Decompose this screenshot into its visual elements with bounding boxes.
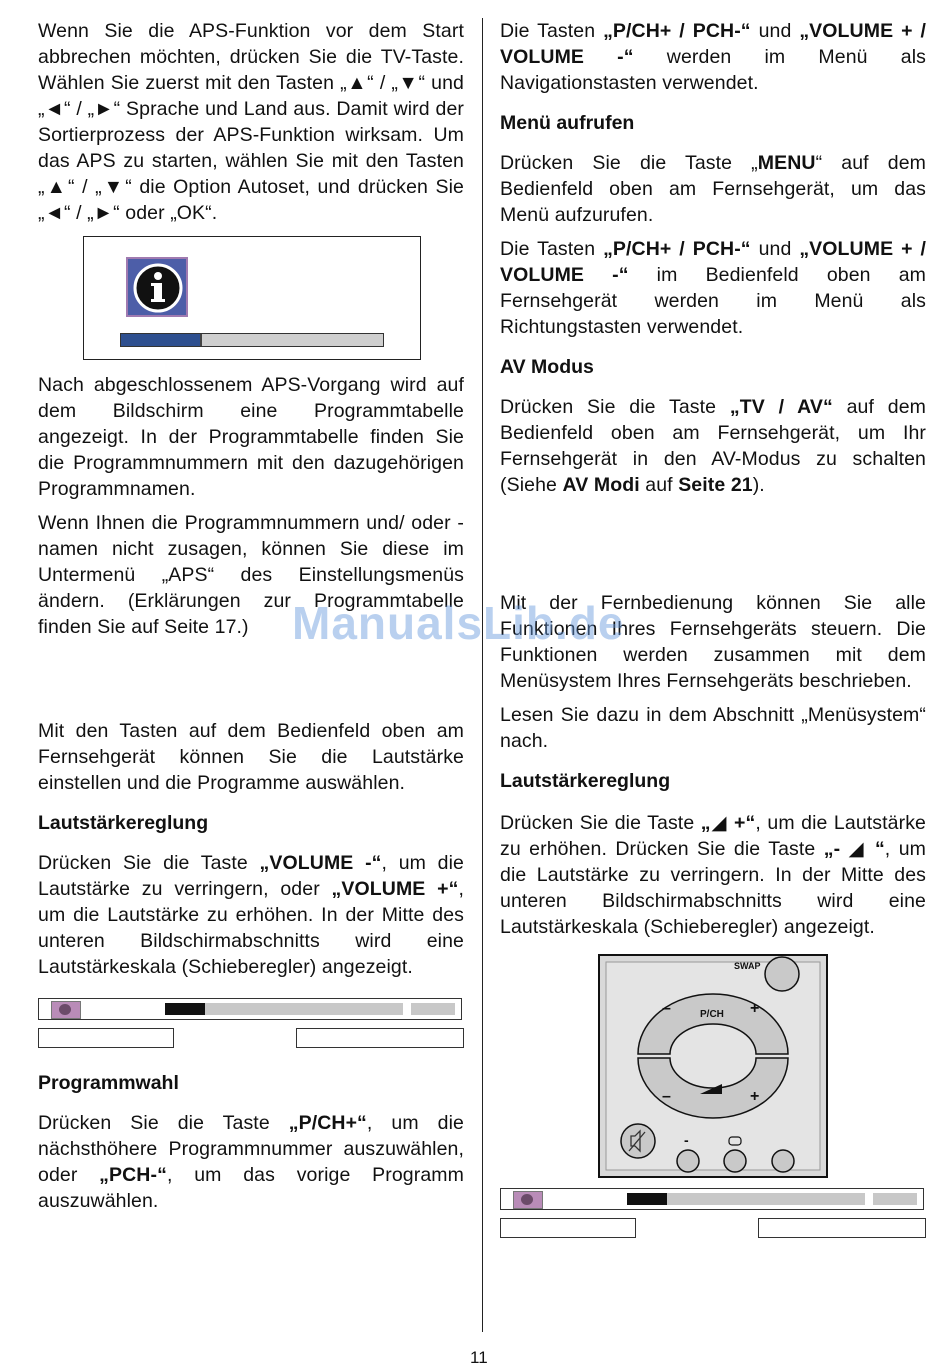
pch-minus-label: –: [662, 1000, 671, 1017]
right-column: [500, 18, 926, 1242]
volume-track-right: [627, 1193, 865, 1205]
av-heading: AV Modus: [500, 356, 594, 378]
menu-heading: Menü aufrufen: [500, 112, 635, 134]
swap-button: [765, 957, 799, 991]
volume-heading: Lautstärkereglung: [38, 812, 209, 834]
menu-system-paragraph: Lesen Sie dazu in dem Abschnitt „Menüsystem“ nach.: [500, 704, 926, 752]
volume-track-end-right: [873, 1193, 917, 1205]
bottom-button-1: [677, 1150, 699, 1172]
volume-fill: [165, 1003, 205, 1015]
vol-minus-label: –: [662, 1088, 671, 1105]
volume-label-box-right-right: [758, 1218, 926, 1238]
aps-progress-bar: [120, 333, 384, 347]
panel-intro-paragraph: Mit den Tasten auf dem Bedienfeld oben am Fernsehgerät können Sie die Lautstärke einstellen und die Programme auswählen.: [38, 720, 464, 794]
watermark: ManualsLib.de: [292, 597, 625, 649]
bottom-button-3: [772, 1150, 794, 1172]
info-icon: [126, 257, 188, 317]
direction-keys-paragraph: Die Tasten „P/CH+ / PCH-“ und „VOLUME + / VOLUME -“ im Bedienfeld oben am Fernsehgerät werden im Menü als Richtungstasten verwendet.: [500, 238, 927, 338]
pch-plus-label: +: [750, 1000, 760, 1017]
tv-control-panel: [598, 954, 828, 1178]
program-paragraph: Drücken Sie die Taste „P/CH+“, um die nächsthöhere Programmnummer auszuwählen, oder „PCH-“, um das vorige Programm auszuwählen.: [38, 1112, 464, 1212]
speaker-icon: [513, 1191, 543, 1209]
volume-bar-right: [500, 1188, 924, 1210]
volume-osd: [38, 998, 464, 1052]
remote-paragraph: Mit der Fernbedienung können Sie alle Funktionen Ihres Fernsehgeräts steuern. Die Funktionen werden zusammen mit dem Menüsystem Ihres Fernsehgeräts beschrieben.: [500, 592, 926, 692]
program-heading: Programmwahl: [38, 1072, 179, 1094]
volume-label-box-left: [38, 1028, 174, 1048]
left-column: [38, 18, 464, 1214]
volume-track-end: [411, 1003, 455, 1015]
change-names-paragraph: Wenn Ihnen die Programmnummern und/ oder -namen nicht zusagen, können Sie diese im Untermenü „APS“ des Einstellungsmenüs ändern. (Erklärungen zur Programmtabelle finden Sie auf Seite 17.): [38, 512, 464, 638]
volume-paragraph-right: Drücken Sie die Taste „◢ +“, um die Lautstärke zu erhöhen. Drücken Sie die Taste „- ◢ “, um die Lautstärke zu verringern. In der Mitte des unteren Bildschirmabschnitts wird eine Lautstärkeskala (Schieberegler) angezeigt.: [500, 812, 926, 938]
volume-bar: [38, 998, 462, 1020]
volume-label-box-right: [296, 1028, 464, 1048]
swap-label: SWAP: [734, 961, 761, 971]
column-divider: [482, 18, 483, 1332]
volume-track: [165, 1003, 403, 1015]
navigation-keys-paragraph: Die Tasten „P/CH+ / PCH-“ und „VOLUME + / VOLUME -“ werden im Menü als Navigationstasten verwendet.: [500, 20, 926, 94]
menu-paragraph: Drücken Sie die Taste „MENU“ auf dem Bedienfeld oben am Fernsehgerät, um das Menü aufzurufen.: [500, 152, 926, 226]
av-paragraph: Drücken Sie die Taste „TV / AV“ auf dem Bedienfeld oben am Fernsehgerät, um Ihr Fernsehgerät in den AV-Modus zu schalten (Siehe AV Modi auf Seite 21).: [500, 396, 926, 496]
bottom-button-2: [724, 1150, 746, 1172]
volume-paragraph: Drücken Sie die Taste „VOLUME -“, um die Lautstärke zu verringern, oder „VOLUME +“, um die Lautstärke zu erhöhen. In der Mitte des unteren Bildschirmabschnitts wird eine Lautstärkeskala (Schieberegler) angezeigt.: [38, 852, 465, 978]
vol-plus-label: +: [750, 1088, 760, 1105]
control-panel-drawing: [598, 954, 828, 1178]
pch-label: P/CH: [700, 1009, 724, 1020]
page-number: 11: [470, 1348, 488, 1367]
speaker-icon: [51, 1001, 81, 1019]
aps-dialog: [83, 236, 421, 360]
bottom-dash-label: -: [684, 1132, 689, 1148]
volume-osd-right: [500, 1188, 926, 1242]
aps-cancel-paragraph: Wenn Sie die APS-Funktion vor dem Start abbrechen möchten, drücken Sie die TV-Taste. Wählen Sie zuerst mit den Tasten „▲“ / „▼“ und „◄“ / „►“ Sprache und Land aus. Damit wird der Sortierprozess der APS-Funktion wirksam. Um das APS zu starten, wählen Sie mit den Tasten „▲“ / „▼“ die Option Autoset, und drücken Sie „◄“ / „►“ oder „OK“.: [38, 20, 464, 224]
volume-fill-right: [627, 1193, 667, 1205]
volume-label-box-left-right: [500, 1218, 636, 1238]
program-table-paragraph: Nach abgeschlossenem APS-Vorgang wird auf dem Bildschirm eine Programmtabelle angezeigt. In der Programmtabelle finden Sie die Programmnummern mit den dazugehörigen Programmnamen.: [38, 374, 464, 500]
volume-heading-right: Lautstärkereglung: [500, 770, 671, 792]
aps-progress-fill: [121, 334, 202, 346]
